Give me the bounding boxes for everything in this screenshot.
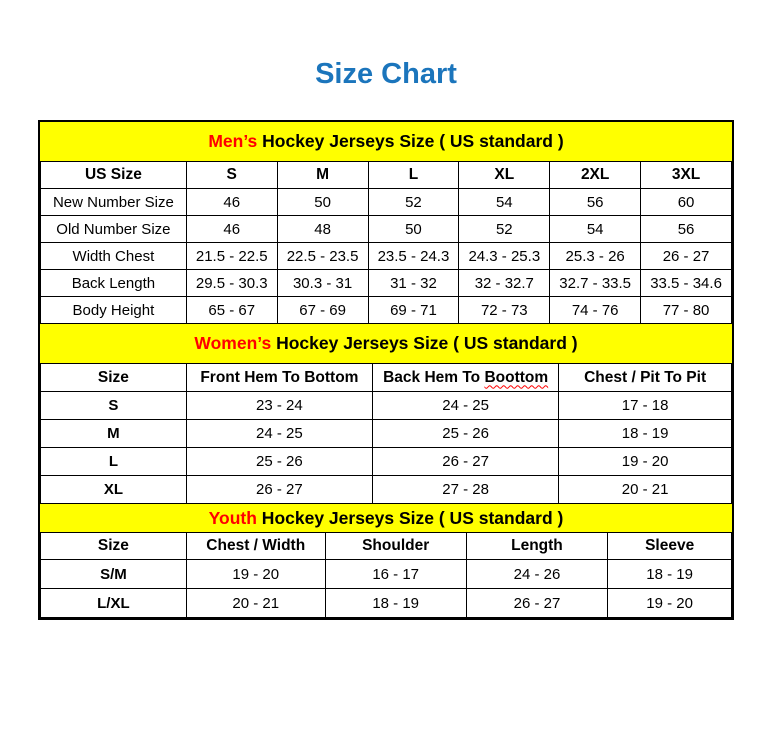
row-label: M [41, 420, 187, 448]
column-header: US Size [41, 162, 187, 189]
table-row [41, 189, 732, 216]
table-cell: 46 [186, 216, 277, 243]
row-label: L/XL [41, 589, 187, 618]
table-cell: 60 [641, 189, 732, 216]
table-cell: 56 [641, 216, 732, 243]
misspelled-word: Boottom [484, 368, 549, 386]
column-header: XL [459, 162, 550, 189]
table-cell: 26 - 27 [466, 589, 608, 618]
table-cell: 74 - 76 [550, 297, 641, 324]
table-cell: 24 - 25 [186, 420, 372, 448]
column-header: 3XL [641, 162, 732, 189]
table-cell: 29.5 - 30.3 [186, 270, 277, 297]
column-header: Chest / Pit To Pit [559, 364, 732, 392]
row-label: Old Number Size [41, 216, 187, 243]
table-cell: 48 [277, 216, 368, 243]
table-cell: 32 - 32.7 [459, 270, 550, 297]
table-cell: 21.5 - 22.5 [186, 243, 277, 270]
column-header: Shoulder [325, 533, 466, 560]
column-header: S [186, 162, 277, 189]
size-chart-page [0, 54, 776, 620]
row-label: L [41, 448, 187, 476]
table-cell: 52 [368, 189, 459, 216]
table-row [41, 476, 732, 504]
table-row [41, 243, 732, 270]
table-cell: 77 - 80 [641, 297, 732, 324]
row-label: Back Length [41, 270, 187, 297]
table-cell: 31 - 32 [368, 270, 459, 297]
youth-table-band [40, 504, 732, 532]
row-label: Body Height [41, 297, 187, 324]
column-header: Chest / Width [186, 533, 325, 560]
row-label: XL [41, 476, 187, 504]
table-cell: 19 - 20 [559, 448, 732, 476]
mens-band-highlight: Men’s [208, 131, 258, 151]
table-row [41, 589, 732, 618]
table-cell: 46 [186, 189, 277, 216]
column-header: Sleeve [608, 533, 732, 560]
youth-band-text: Hockey Jerseys Size ( US standard ) [256, 507, 564, 528]
table-cell: 25 - 26 [373, 420, 559, 448]
table-cell: 69 - 71 [368, 297, 459, 324]
table-cell: 50 [368, 216, 459, 243]
column-header: Size [41, 364, 187, 392]
table-cell: 18 - 19 [559, 420, 732, 448]
womens-size-table [40, 363, 732, 504]
table-cell: 27 - 28 [373, 476, 559, 504]
youth-band-highlight: Youth [208, 507, 257, 528]
table-cell: 24 - 25 [373, 392, 559, 420]
column-header: M [277, 162, 368, 189]
table-row [41, 297, 732, 324]
table-cell: 54 [550, 216, 641, 243]
table-cell: 32.7 - 33.5 [550, 270, 641, 297]
table-cell: 67 - 69 [277, 297, 368, 324]
table-cell: 50 [277, 189, 368, 216]
womens-header-row [41, 364, 732, 392]
table-row [41, 392, 732, 420]
womens-table-band [40, 324, 732, 363]
row-label: S [41, 392, 187, 420]
table-cell: 17 - 18 [559, 392, 732, 420]
table-cell: 24.3 - 25.3 [459, 243, 550, 270]
mens-band-text: Hockey Jerseys Size ( US standard ) [257, 131, 564, 151]
table-cell: 24 - 26 [466, 560, 608, 589]
table-cell: 20 - 21 [186, 589, 325, 618]
table-cell: 22.5 - 23.5 [277, 243, 368, 270]
table-row [41, 420, 732, 448]
row-label: S/M [41, 560, 187, 589]
table-cell: 23.5 - 24.3 [368, 243, 459, 270]
table-cell: 20 - 21 [559, 476, 732, 504]
row-label: New Number Size [41, 189, 187, 216]
column-header: Length [466, 533, 608, 560]
size-chart-tables [38, 120, 734, 620]
table-cell: 18 - 19 [608, 560, 732, 589]
table-cell: 23 - 24 [186, 392, 372, 420]
table-cell: 30.3 - 31 [277, 270, 368, 297]
table-cell: 26 - 27 [186, 476, 372, 504]
womens-band-text: Hockey Jerseys Size ( US standard ) [271, 333, 578, 353]
table-cell: 18 - 19 [325, 589, 466, 618]
table-cell: 65 - 67 [186, 297, 277, 324]
table-cell: 72 - 73 [459, 297, 550, 324]
table-cell: 52 [459, 216, 550, 243]
table-cell: 19 - 20 [608, 589, 732, 618]
mens-header-row [41, 162, 732, 189]
table-cell: 33.5 - 34.6 [641, 270, 732, 297]
table-row [41, 448, 732, 476]
mens-table-band [40, 122, 732, 161]
table-cell: 25 - 26 [186, 448, 372, 476]
table-row [41, 560, 732, 589]
womens-band-highlight: Women’s [194, 333, 272, 353]
column-header: Front Hem To Bottom [186, 364, 372, 392]
row-label: Width Chest [41, 243, 187, 270]
column-header: Size [41, 533, 187, 560]
column-header: L [368, 162, 459, 189]
column-header [373, 364, 559, 392]
mens-size-table [40, 161, 732, 324]
table-row [41, 216, 732, 243]
column-header: 2XL [550, 162, 641, 189]
table-cell: 54 [459, 189, 550, 216]
youth-header-row [41, 533, 732, 560]
column-header-prefix: Back Hem To [383, 368, 485, 386]
table-row [41, 270, 732, 297]
table-cell: 26 - 27 [373, 448, 559, 476]
youth-size-table [40, 532, 732, 618]
table-cell: 19 - 20 [186, 560, 325, 589]
table-cell: 26 - 27 [641, 243, 732, 270]
page-title: Size Chart [315, 58, 457, 90]
table-cell: 56 [550, 189, 641, 216]
table-cell: 16 - 17 [325, 560, 466, 589]
table-cell: 25.3 - 26 [550, 243, 641, 270]
